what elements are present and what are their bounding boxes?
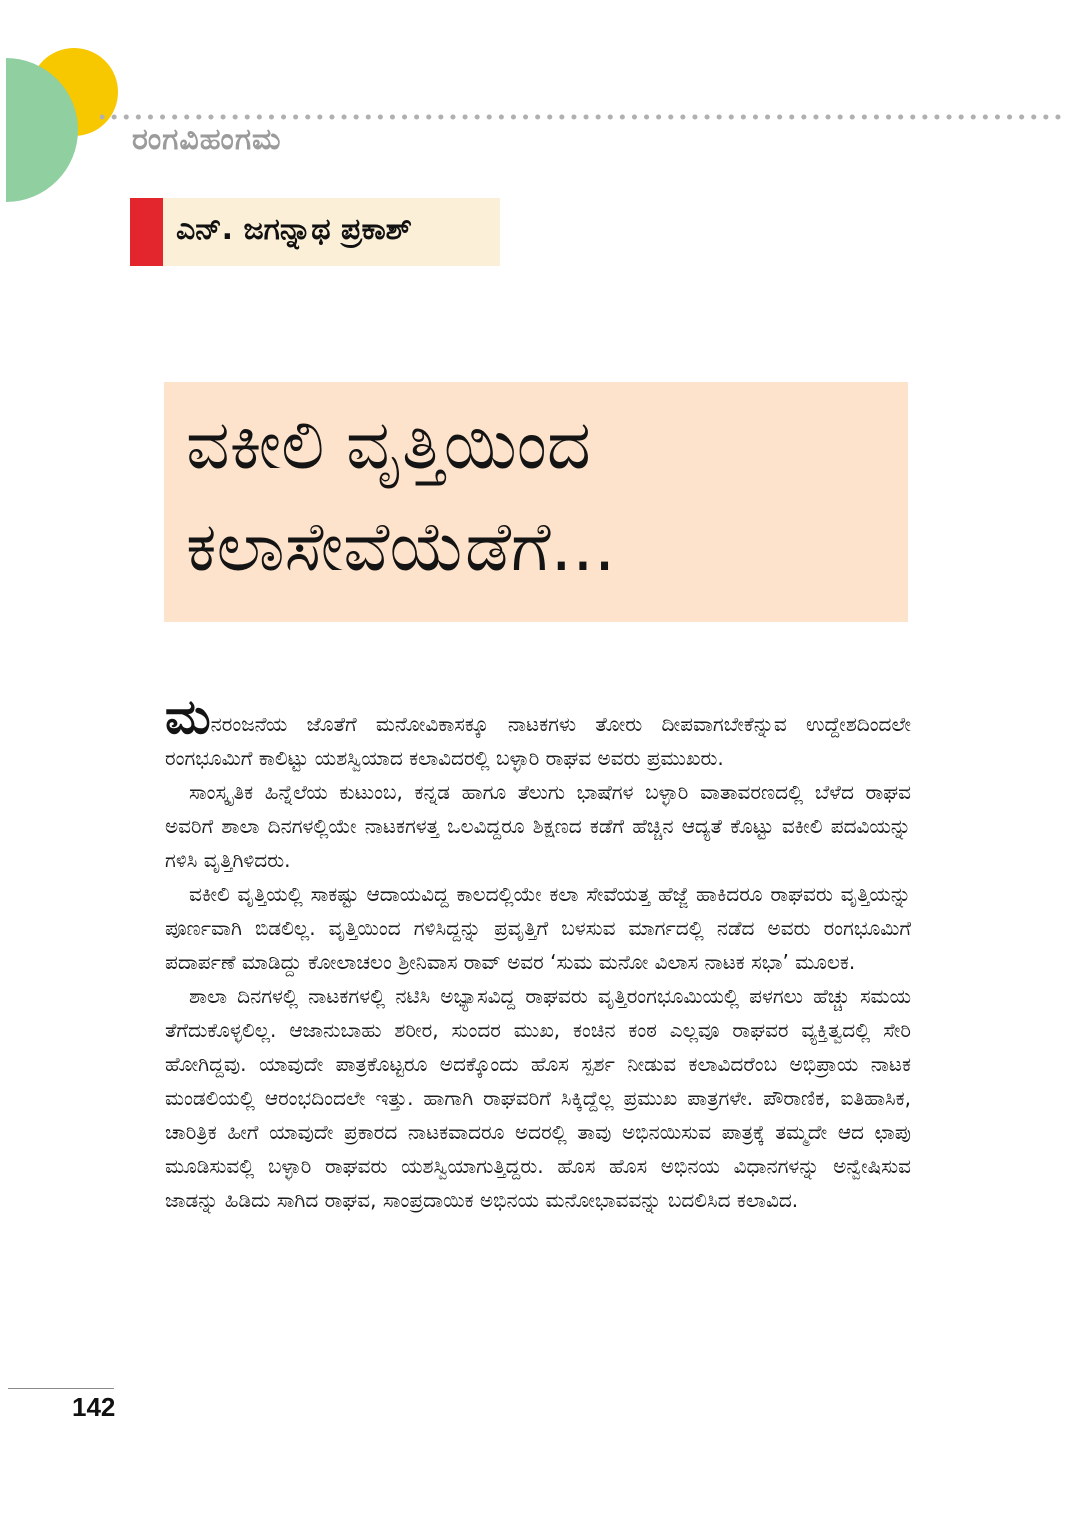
author-accent-bar xyxy=(130,198,163,266)
page-number: 142 xyxy=(72,1392,116,1422)
drop-cap: ಮ xyxy=(165,689,211,745)
article-body xyxy=(165,689,911,1217)
author-box xyxy=(130,198,500,266)
dotted-rule xyxy=(100,112,1072,122)
article-title xyxy=(164,382,908,622)
page-number-rule xyxy=(8,1388,114,1389)
paragraph-1-text: ನರಂಜನೆಯ ಜೊತೆಗೆ ಮನೋವಿಕಾಸಕ್ಕೂ ನಾಟಕಗಳು ತೋರು ದೀಪವಾಗಬೇಕೆನ್ನುವ ಉದ್ದೇಶದಿಂದಲೇ ರಂಗಭೂಮಿಗೆ ಕಾಲಿಟ್ಟು ಯಶಸ್ವಿಯಾದ ಕಲಾವಿದರಲ್ಲಿ ಬಳ್ಳಾರಿ ರಾಘವ ಅವರು ಪ್ರಮುಖರು. xyxy=(165,712,911,770)
title-line-1: ವಕೀಲಿ ವೃತ್ತಿಯಿಂದ xyxy=(186,406,591,485)
paragraph-2: ಸಾಂಸ್ಕೃತಿಕ ಹಿನ್ನೆಲೆಯ ಕುಟುಂಬ, ಕನ್ನಡ ಹಾಗೂ ತೆಲುಗು ಭಾಷೆಗಳ ಬಳ್ಳಾರಿ ವಾತಾವರಣದಲ್ಲಿ ಬೆಳೆದ ರಾಘವ ಅವರಿಗೆ ಶಾಲಾ ದಿನಗಳಲ್ಲಿಯೇ ನಾಟಕಗಳತ್ತ ಒಲವಿದ್ದರೂ ಶಿಕ್ಷಣದ ಕಡೆಗೆ ಹೆಚ್ಚಿನ ಆದ್ಯತೆ ಕೊಟ್ಟು ವಕೀಲಿ ಪದವಿಯನ್ನು ಗಳಿಸಿ ವೃತ್ತಿಗಿಳಿದರು. xyxy=(165,780,911,872)
title-line-2: ಕಲಾಸೇವೆಯೆಡೆಗೆ... xyxy=(186,508,616,587)
author-name: ಎನ್. ಜಗನ್ನಾಥ ಪ್ರಕಾಶ್ xyxy=(176,212,412,247)
paragraph-3: ವಕೀಲಿ ವೃತ್ತಿಯಲ್ಲಿ ಸಾಕಷ್ಟು ಆದಾಯವಿದ್ದ ಕಾಲದಲ್ಲಿಯೇ ಕಲಾ ಸೇವೆಯತ್ತ ಹೆಜ್ಜೆ ಹಾಕಿದರೂ ರಾಘವರು ವೃತ್ತಿಯನ್ನು ಪೂರ್ಣವಾಗಿ ಬಿಡಲಿಲ್ಲ. ವೃತ್ತಿಯಿಂದ ಗಳಿಸಿದ್ದನ್ನು ಪ್ರವೃತ್ತಿಗೆ ಬಳಸುವ ಮಾರ್ಗದಲ್ಲಿ ನಡೆದ ಅವರು ರಂಗಭೂಮಿಗೆ ಪದಾರ್ಪಣೆ ಮಾಡಿದ್ದು ಕೋಲಾಚಲಂ ಶ್ರೀನಿವಾಸ ರಾವ್ ಅವರ ‘ಸುಮ ಮನೋ ವಿಲಾಸ ನಾಟಕ ಸಭಾ’ ಮೂಲಕ. xyxy=(165,882,911,974)
decorative-circles xyxy=(0,0,140,220)
paragraph-4: ಶಾಲಾ ದಿನಗಳಲ್ಲಿ ನಾಟಕಗಳಲ್ಲಿ ನಟಿಸಿ ಅಭ್ಯಾಸವಿದ್ದ ರಾಘವರು ವೃತ್ತಿರಂಗಭೂಮಿಯಲ್ಲಿ ಪಳಗಲು ಹೆಚ್ಚು ಸಮಯ ತೆಗೆದುಕೊಳ್ಳಲಿಲ್ಲ. ಆಜಾನುಬಾಹು ಶರೀರ, ಸುಂದರ ಮುಖ, ಕಂಚಿನ ಕಂಠ ಎಲ್ಲವೂ ರಾಘವರ ವ್ಯಕ್ತಿತ್ವದಲ್ಲಿ ಸೇರಿ ಹೋಗಿದ್ದವು. ಯಾವುದೇ ಪಾತ್ರಕೊಟ್ಟರೂ ಅದಕ್ಕೊಂದು ಹೊಸ ಸ್ಪರ್ಶ ನೀಡುವ ಕಲಾವಿದರೆಂಬ ಅಭಿಪ್ರಾಯ ನಾಟಕ ಮಂಡಲಿಯಲ್ಲಿ ಆರಂಭದಿಂದಲೇ ಇತ್ತು. ಹಾಗಾಗಿ ರಾಘವರಿಗೆ ಸಿಕ್ಕಿದ್ದೆಲ್ಲ ಪ್ರಮುಖ ಪಾತ್ರಗಳೇ. ಪೌರಾಣಿಕ, ಐತಿಹಾಸಿಕ, ಚಾರಿತ್ರಿಕ ಹೀಗೆ ಯಾವುದೇ ಪ್ರಕಾರದ ನಾಟಕವಾದರೂ ಅದರಲ್ಲಿ ತಾವು ಅಭಿನಯಿಸುವ ಪಾತ್ರಕ್ಕೆ ತಮ್ಮದೇ ಆದ ಛಾಪು ಮೂಡಿಸುವಲ್ಲಿ ಬಳ್ಳಾರಿ ರಾಘವರು ಯಶಸ್ವಿಯಾಗುತ್ತಿದ್ದರು. ಹೊಸ ಹೊಸ ಅಭಿನಯ ವಿಧಾನಗಳನ್ನು ಅನ್ವೇಷಿಸುವ ಜಾಡನ್ನು ಹಿಡಿದು ಸಾಗಿದ ರಾಘವ, ಸಾಂಪ್ರದಾಯಿಕ ಅಭಿನಯ ಮನೋಭಾವವನ್ನು ಬದಲಿಸಿದ ಕಲಾವಿದ. xyxy=(165,984,911,1212)
paragraph-1 xyxy=(165,689,911,775)
section-label: ರಂಗವಿಹಂಗಮ xyxy=(132,122,282,157)
